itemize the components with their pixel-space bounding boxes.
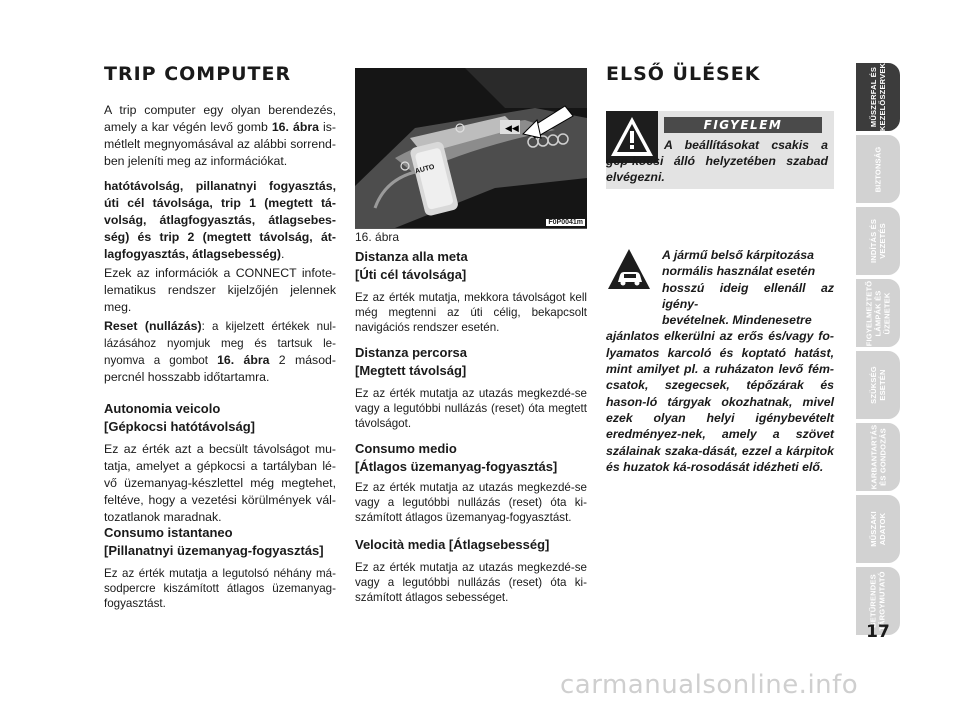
tab-technical-data[interactable]: MŰSZAKI ADATOK [856,495,900,563]
heading-average-speed: Velocità media [Átlagsebesség] [355,537,550,552]
tab-warning-lights[interactable]: FIGYELMEZTETŐ LÁMPÁK ÉS ÜZENETEK [856,279,900,347]
page-number: 17 [866,622,890,642]
heading-average-consumption: Consumo medio [Átlagos üzemanyag-fogyasztás] [355,441,558,474]
autonomy-paragraph: Ez az érték azt a becsült távolságot mu-tatja, amelyet a gépkocsi a tartályban lé-vő üzemanyag-készlettel még megtehet, feltéve, hogy a vezetési körülmények vál-tozatlanok maradnak. [104,442,336,524]
warning-box [606,111,834,189]
section-title-trip-computer: TRIP COMPUTER [104,63,292,85]
tab-safety[interactable]: BIZTONSÁG [856,135,900,203]
figure-code: F0P0041m [548,219,583,226]
reset-paragraph: Reset (nullázás): a kijelzett értékek nul-lázásához nyomjuk meg és tartsuk le-nyomva a gombot 16. ábra 2 másod-percnél hosszabb időtartamra. [104,319,336,384]
watermark: carmanualsonline.info [560,670,859,700]
stalk-auto-label: AUTO [414,163,436,176]
distance-paragraph: Ez az érték mutatja az utazás megkezdé-se vagy a legutóbbi nullázás (reset) óta megtett távolságot. [355,387,587,430]
tab-starting-driving[interactable]: INDÍTÁS ÉS VEZETÉS [856,207,900,275]
heading-distance-travelled: Distanza percorsa [Megtett távolság] [355,345,467,378]
heading-autonomy: Autonomia veicolo [Gépkocsi hatótávolság] [104,401,255,434]
reset-label: Reset (nullázás) [104,319,202,333]
destination-paragraph: Ez az érték mutatja, mekkora távolságot kell még megtenni az úti célig, bekapcsolt navigációs rendszer esetén. [355,291,587,334]
average-speed-paragraph: Ez az érték mutatja az utazás megkezdé-se vagy a legutóbbi nullázás (reset) óta ki-számított átlagos sebességet. [355,561,587,604]
tab-emergency[interactable]: SZÜKSÉG ESETÉN [856,351,900,419]
warning-heading: FIGYELEM [664,117,822,133]
intro-paragraph: A trip computer egy olyan berendezés, amely a kar végén levő gomb 16. ábra is-métlelt megnyomásával az alábbi sorrend-ben jeleníti meg az információkat. [104,103,336,168]
connect-paragraph: Ezek az információk a CONNECT infote-lematikus rendszer kijelzőjén jelennek meg. [104,266,336,314]
tab-index[interactable]: BETŰRENDES TÁRGYMUTATÓ [856,567,900,635]
info-list-paragraph: hatótávolság, pillanatnyi fogyasztás, úti cél távolsága, trip 1 (megtett tá-volság, átlagfogyasztás, átlagsebes-ség) és trip 2 (megtett távolság, át-lagfogyasztás, átlagsebesség). [104,179,336,261]
average-consumption-paragraph: Ez az érték mutatja az utazás megkezdé-se vagy a legutóbbi nullázás (reset) óta ki-számított átlagos üzemanyag-fogyasztást. [355,481,587,524]
upholstery-note: A jármű belső kárpitozása normális használat esetén hosszú ideig ellenáll az igény- bevételnek. Mindenesetre ajánlatos elkerülni az erős és/vagy fo-lyamatos karcoló és koptató hatást, mint amilyet pl. a ruházaton levő fém-csatok, szegecsek, tépőzárak és hason-ló tárgyak okozhatnak, mivel ezek olyan helyi igénybevételt eredményez-nek, amely a szövet szálainak szaka-dását, ezzel a kárpitok és huzatok ká-rosodását idézheti elő. [606,248,834,474]
warning-text: A beállításokat csakis a gép-kocsi álló helyzetében szabad elvégezni. [606,138,828,184]
heading-instant-consumption: Consumo istantaneo [Pillanatnyi üzemanyag-fogyasztás] [104,525,324,558]
figure-caption: 16. ábra [355,230,400,244]
figure-16-stalk-image [355,68,587,228]
section-title-front-seats: ELSŐ ÜLÉSEK [606,63,761,85]
heading-destination-distance: Distanza alla meta [Úti cél távolsága] [355,249,468,282]
tab-maintenance[interactable]: KARBANTARTÁS ÉS GONDOZÁS [856,423,900,491]
svg-text:◀◀: ◀◀ [505,124,519,134]
figure-reference: 16. ábra [271,120,319,134]
tab-dashboard-controls[interactable]: MŰSZERFAL ÉS KEZELŐSZERVEK [856,63,900,131]
instant-consumption-paragraph: Ez az érték mutatja a legutolsó néhány má-sodpercre kiszámított átlagos üzemanyag-fogyasztást. [104,567,336,610]
steering-stalk-illustration [355,68,587,228]
figure-divider [355,228,587,229]
